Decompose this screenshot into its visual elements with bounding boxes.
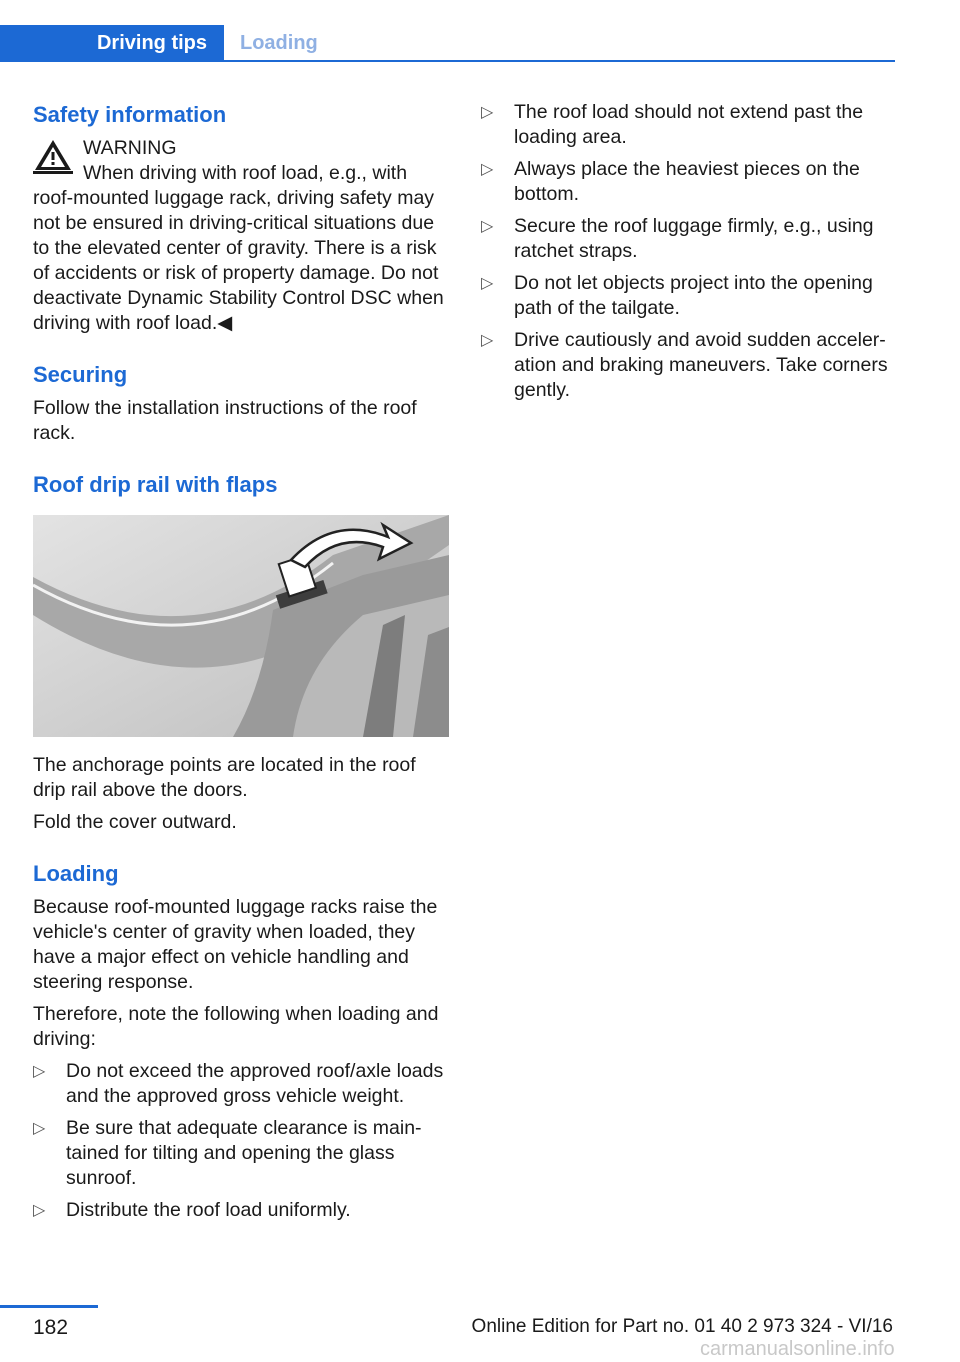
securing-text: Follow the installation instructions of the roof rack. bbox=[33, 397, 417, 444]
roof-drip-rail-illustration bbox=[33, 515, 449, 737]
triangle-bullet-icon: ▷ bbox=[33, 1202, 46, 1219]
page-header bbox=[0, 25, 895, 63]
loading-list bbox=[33, 1059, 449, 1223]
drip-rail-heading: Roof drip rail with flaps bbox=[33, 472, 278, 497]
triangle-bullet-icon: ▷ bbox=[481, 104, 494, 121]
list-item: ▷ Do not let objects project into the opening path of the tailgate. bbox=[481, 272, 873, 319]
warning-block bbox=[33, 136, 449, 336]
warning-label: WARNING bbox=[83, 137, 177, 159]
list-item: ▷ Distribute the roof load uniformly. bbox=[33, 1199, 351, 1221]
footer-divider bbox=[0, 1305, 98, 1308]
left-column bbox=[33, 100, 449, 1230]
drip-rail-text-2: Fold the cover outward. bbox=[33, 811, 237, 833]
list-item: ▷ Drive cautiously and avoid sudden acceler‐ation and braking maneuvers. Take corners gently. bbox=[481, 329, 888, 401]
safety-heading: Safety information bbox=[33, 102, 227, 127]
list-item: ▷ Secure the roof luggage firmly, e.g., using ratchet straps. bbox=[481, 215, 874, 262]
watermark: carmanualsonline.info bbox=[700, 1338, 895, 1360]
warning-first-line: When driving with roof load, e.g., with bbox=[83, 162, 408, 184]
list-item: ▷ The roof load should not extend past the loading area. bbox=[481, 101, 864, 148]
securing-heading: Securing bbox=[33, 362, 128, 387]
warning-text: roof-mounted luggage rack, driving safety may not be ensured in driving-critical situations due to the elevated center of gravity. There is a risk of accidents or risk of property damage. Do not deactivate Dynamic Stability Control DSC when driving with roof load.◀ bbox=[33, 187, 444, 334]
online-edition-label: Online Edition for Part no. 01 40 2 973 324 - VI/16 bbox=[471, 1316, 893, 1337]
triangle-bullet-icon: ▷ bbox=[481, 332, 494, 349]
list-item: ▷ Always place the heaviest pieces on the bottom. bbox=[481, 158, 860, 205]
loading-text-1: Because roof-mounted luggage racks raise the vehicle's center of gravity when loaded, they have a major effect on vehicle handling and steering response. bbox=[33, 896, 438, 993]
right-column bbox=[481, 100, 897, 410]
loading-text-2: Therefore, note the following when loading and driving: bbox=[33, 1003, 439, 1050]
page-number: 182 bbox=[33, 1316, 69, 1339]
header-divider bbox=[0, 60, 895, 62]
loading-heading: Loading bbox=[33, 861, 119, 886]
drip-rail-text-1: The anchorage points are located in the roof drip rail above the doors. bbox=[33, 754, 416, 801]
list-item: ▷ Do not exceed the approved roof/axle loads and the approved gross vehicle weight. bbox=[33, 1060, 444, 1107]
triangle-bullet-icon: ▷ bbox=[33, 1063, 46, 1080]
list-item: ▷ Be sure that adequate clearance is main‐tained for tilting and opening the glass sunroof. bbox=[33, 1117, 422, 1189]
tab-loading[interactable]: Loading bbox=[240, 31, 318, 54]
loading-list-continued bbox=[481, 100, 897, 403]
triangle-bullet-icon: ▷ bbox=[33, 1120, 46, 1137]
triangle-bullet-icon: ▷ bbox=[481, 275, 494, 292]
triangle-bullet-icon: ▷ bbox=[481, 218, 494, 235]
tab-driving-tips[interactable]: Driving tips bbox=[0, 25, 224, 61]
warning-triangle-icon bbox=[33, 138, 73, 174]
triangle-bullet-icon: ▷ bbox=[481, 161, 494, 178]
